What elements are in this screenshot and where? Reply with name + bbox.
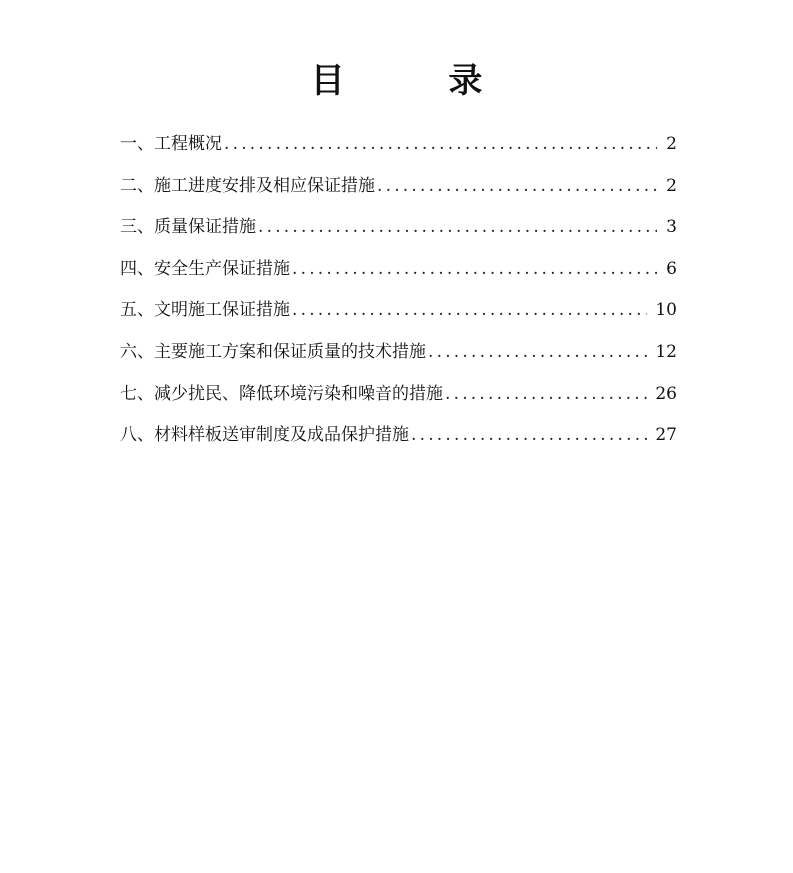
toc-entry-2[interactable]	[120, 170, 677, 212]
table-of-contents	[120, 128, 677, 461]
toc-page-number: 2	[666, 134, 677, 154]
toc-dot-leader	[224, 128, 657, 160]
toc-dot-leader	[292, 294, 647, 326]
toc-entry-label: 五、文明施工保证措施	[120, 300, 290, 321]
toc-page-number: 2	[666, 175, 677, 196]
toc-entry-5[interactable]	[120, 294, 677, 336]
toc-entry-8[interactable]	[120, 419, 677, 461]
toc-entry-label: 八、材料样板送审制度及成品保护措施	[120, 425, 409, 446]
toc-page-number: 26	[655, 383, 677, 404]
toc-dot-leader	[445, 378, 647, 410]
toc-entry-label: 七、减少扰民、降低环境污染和噪音的措施	[120, 383, 443, 404]
toc-entry-4[interactable]	[120, 253, 677, 295]
toc-entry-3[interactable]	[120, 211, 677, 253]
page-title: 目 录	[310, 61, 529, 101]
toc-entry-label: 四、安全生产保证措施	[120, 258, 290, 279]
toc-entry-7[interactable]	[120, 378, 677, 420]
toc-entry-label: 二、施工进度安排及相应保证措施	[120, 175, 375, 196]
toc-page-number: 6	[666, 258, 677, 279]
toc-entry-label: 三、质量保证措施	[120, 217, 256, 238]
toc-entry-6[interactable]	[120, 336, 677, 378]
toc-page-number: 10	[655, 300, 677, 321]
toc-dot-leader	[411, 419, 647, 451]
toc-entry-label: 六、主要施工方案和保证质量的技术措施	[120, 341, 426, 362]
toc-page-number: 3	[666, 217, 677, 238]
toc-entry-1[interactable]	[120, 128, 677, 170]
toc-page-number: 12	[655, 341, 677, 362]
toc-dot-leader	[258, 211, 657, 243]
toc-entry-label: 一、工程概况	[120, 134, 222, 154]
toc-dot-leader	[428, 336, 647, 368]
toc-page-number: 27	[655, 425, 677, 446]
toc-dot-leader	[377, 170, 657, 202]
toc-dot-leader	[292, 253, 657, 285]
